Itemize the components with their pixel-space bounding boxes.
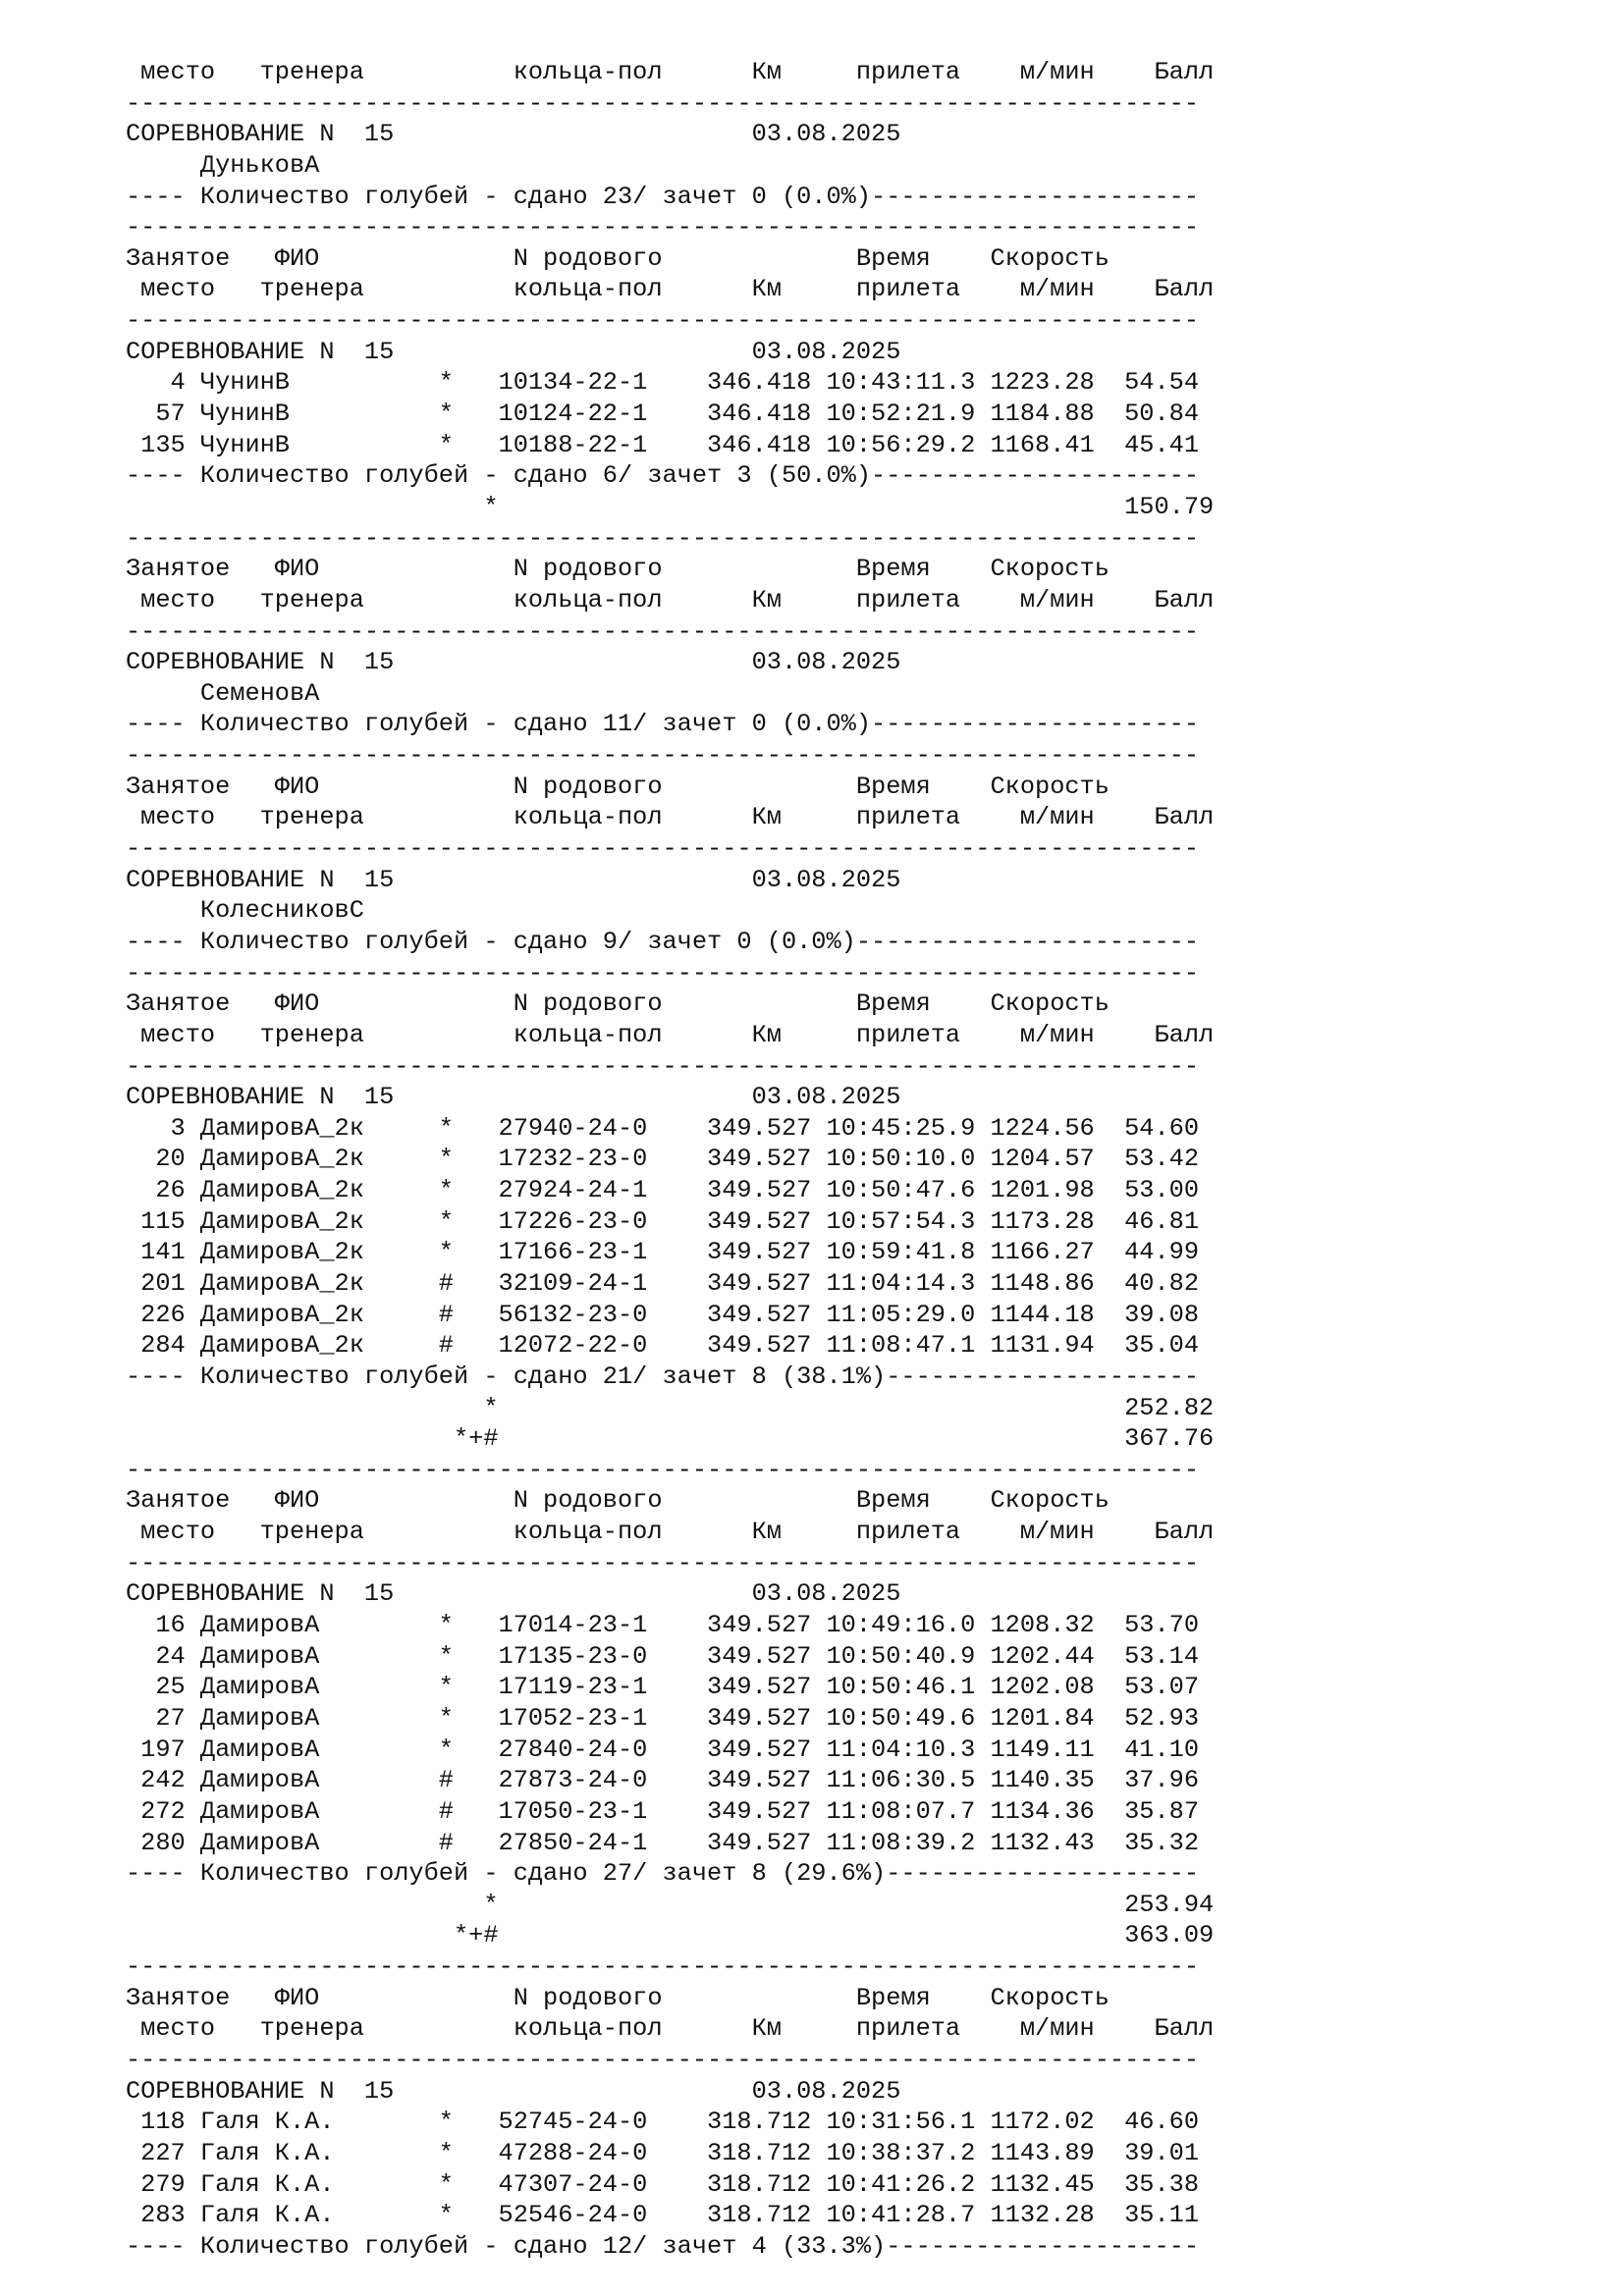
report-line: СеменовА [126,678,320,708]
report-line: Занятое ФИО N родового Время Скорость [126,243,1110,273]
report-line: место тренера кольца-пол Км прилета м/мин Балл [126,1020,1215,1049]
report-line: ---- Количество голубей - сдано 27/ зачет 8 (29.6%)--------------------- [126,1859,1200,1889]
report-line: место тренера кольца-пол Км прилета м/мин Балл [126,58,1215,86]
report-line: 118 Галя К.А. * 52745-24-0 318.712 10:31:56.1 1172.02 46.60 [126,2108,1200,2137]
report-line: 141 ДамировА_2к * 17166-23-1 349.527 10:59:41.8 1166.27 44.99 [126,1238,1200,1267]
report-line: 3 ДамировА_2к * 27940-24-0 349.527 10:45:25.9 1224.56 54.60 [126,1113,1200,1143]
report-line: 279 Галя К.А. * 47307-24-0 318.712 10:41:26.2 1132.45 35.38 [126,2169,1200,2199]
report-line: Занятое ФИО N родового Время Скорость [126,1983,1110,2012]
report-line: 135 ЧунинВ * 10188-22-1 346.418 10:56:29.2 1168.41 45.41 [126,430,1200,459]
report-line: ------------------------------------------------------------------------ [126,741,1200,771]
report-line: ------------------------------------------------------------------------ [126,213,1200,242]
report-line: ДуньковА [126,150,320,180]
report-line: *+# 367.76 [126,1424,1215,1454]
report-line: 242 ДамировА # 27873-24-0 349.527 11:06:30.5 1140.35 37.96 [126,1766,1200,1795]
report-line: * 252.82 [126,1393,1215,1422]
report-line: Занятое ФИО N родового Время Скорость [126,989,1110,1019]
report-line: * 253.94 [126,1890,1215,1919]
report-line: 226 ДамировА_2к # 56132-23-0 349.527 11:05:29.0 1144.18 39.08 [126,1300,1200,1329]
report-line: ---- Количество голубей - сдано 21/ зачет 8 (38.1%)--------------------- [126,1362,1200,1391]
report-line: 115 ДамировА_2к * 17226-23-0 349.527 10:57:54.3 1173.28 46.81 [126,1206,1200,1236]
report-line: 283 Галя К.А. * 52546-24-0 318.712 10:41:28.7 1132.28 35.11 [126,2201,1200,2230]
report-line: ------------------------------------------------------------------------ [126,834,1200,864]
report-line: Занятое ФИО N родового Время Скорость [126,772,1110,801]
report-line: ------------------------------------------------------------------------ [126,1548,1200,1577]
report-line: ------------------------------------------------------------------------ [126,1051,1200,1081]
report-line: ---- Количество голубей - сдано 9/ зачет 0 (0.0%)----------------------- [126,927,1200,956]
report-line: СОРЕВНОВАНИЕ N 15 03.08.2025 [126,1579,901,1609]
report-line: 284 ДамировА_2к # 12072-22-0 349.527 11:08:47.1 1131.94 35.04 [126,1331,1200,1361]
report-line: ------------------------------------------------------------------------ [126,306,1200,336]
report-line: Занятое ФИО N родового Время Скорость [126,555,1110,584]
report-line: 20 ДамировА_2к * 17232-23-0 349.527 10:50:10.0 1204.57 53.42 [126,1145,1200,1174]
report-line: ---- Количество голубей - сдано 23/ зачет 0 (0.0%)---------------------- [126,182,1200,211]
report-line: 197 ДамировА * 27840-24-0 349.527 11:04:10.3 1149.11 41.10 [126,1735,1200,1764]
report-line: ------------------------------------------------------------------------ [126,616,1200,646]
report-line: 26 ДамировА_2к * 27924-24-1 349.527 10:50:47.6 1201.98 53.00 [126,1176,1200,1205]
report-line: 4 ЧунинВ * 10134-22-1 346.418 10:43:11.3 1223.28 54.54 [126,368,1200,398]
report-line: СОРЕВНОВАНИЕ N 15 03.08.2025 [126,648,901,677]
report-line: ------------------------------------------------------------------------ [126,523,1200,553]
report-line: *+# 363.09 [126,1921,1215,1950]
report-line: 227 Галя К.А. * 47288-24-0 318.712 10:38:37.2 1143.89 39.01 [126,2138,1200,2167]
report-line: СОРЕВНОВАНИЕ N 15 03.08.2025 [126,1083,901,1112]
report-line: ------------------------------------------------------------------------ [126,1455,1200,1484]
report-line: 25 ДамировА * 17119-23-1 349.527 10:50:46.1 1202.08 53.07 [126,1673,1200,1702]
report-line: Занятое ФИО N родового Время Скорость [126,1486,1110,1516]
report-line: ---- Количество голубей - сдано 12/ зачет 4 (33.3%)--------------------- [126,2231,1200,2261]
report-line: место тренера кольца-пол Км прилета м/мин Балл [126,1518,1215,1547]
report-line: 280 ДамировА # 27850-24-1 349.527 11:08:39.2 1132.43 35.32 [126,1828,1200,1857]
report-line: место тренера кольца-пол Км прилета м/мин Балл [126,275,1215,304]
report-line: СОРЕВНОВАНИЕ N 15 03.08.2025 [126,120,901,149]
report-line: КолесниковС [126,896,364,926]
report-line: 16 ДамировА * 17014-23-1 349.527 10:49:16.0 1208.32 53.70 [126,1611,1200,1640]
report-line: ---- Количество голубей - сдано 6/ зачет 3 (50.0%)---------------------- [126,461,1200,491]
report-line: ------------------------------------------------------------------------ [126,958,1200,988]
report-line: ------------------------------------------------------------------------ [126,88,1200,118]
report-line: ------------------------------------------------------------------------ [126,1952,1200,1982]
report-line: СОРЕВНОВАНИЕ N 15 03.08.2025 [126,865,901,894]
report-line: 27 ДамировА * 17052-23-1 349.527 10:50:49.6 1201.84 52.93 [126,1703,1200,1733]
report-line: 57 ЧунинВ * 10124-22-1 346.418 10:52:21.9 1184.88 50.84 [126,400,1200,429]
report-line: 272 ДамировА # 17050-23-1 349.527 11:08:07.7 1134.36 35.87 [126,1796,1200,1826]
report-line: * 150.79 [126,492,1215,521]
report-line: СОРЕВНОВАНИЕ N 15 03.08.2025 [126,2076,901,2106]
report-line: ------------------------------------------------------------------------ [126,2046,1200,2074]
report-line: СОРЕВНОВАНИЕ N 15 03.08.2025 [126,337,901,366]
report-line: ---- Количество голубей - сдано 11/ зачет 0 (0.0%)---------------------- [126,710,1200,739]
report-line: место тренера кольца-пол Км прилета м/мин Балл [126,2014,1215,2044]
results-printout [126,57,1214,2262]
report-line: 24 ДамировА * 17135-23-0 349.527 10:50:40.9 1202.44 53.14 [126,1641,1200,1671]
report-line: место тренера кольца-пол Км прилета м/мин Балл [126,585,1215,614]
report-line: 201 ДамировА_2к # 32109-24-1 349.527 11:04:14.3 1148.86 40.82 [126,1268,1200,1298]
report-line: место тренера кольца-пол Км прилета м/мин Балл [126,803,1215,832]
